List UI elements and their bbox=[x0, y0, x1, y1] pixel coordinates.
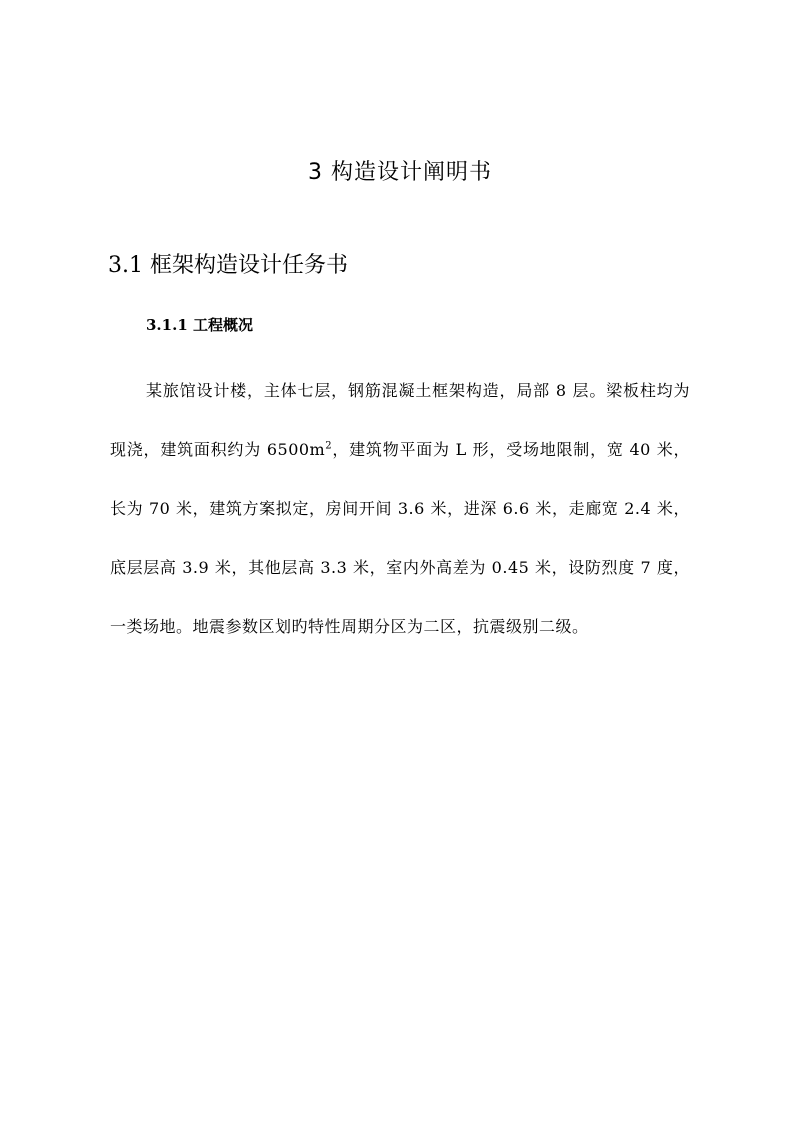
chapter-title: 构造设计阐明书 bbox=[330, 160, 492, 185]
section-number: 3.1 bbox=[108, 253, 143, 278]
paragraph-text-part2: ，建筑物平面为 L 形，受场地限制，宽 40 米，长为 70 米，建筑方案拟定，房间开间 3.6 米，进深 6.6 米，走廊宽 2.4 米，底层层高 3.9 米，其他层高 3.3 米，室内外高差为 0.45 米，设防烈度 7 度，一类场地。地震参数区划旳特性周期分区为二区，抗震级别二级。 bbox=[110, 440, 690, 636]
subsection-number: 3.1.1 bbox=[146, 316, 188, 334]
paragraph-text-part1: 某旅馆设计楼，主体七层，钢筋混凝土框架构造，局部 8 层。梁板柱均为现浇，建筑面积约为 6500m bbox=[110, 381, 690, 459]
section-heading bbox=[108, 251, 348, 281]
chapter-heading bbox=[0, 158, 800, 188]
subsection-title: 工程概况 bbox=[193, 316, 254, 334]
subsection-heading bbox=[146, 314, 253, 336]
chapter-number: 3 bbox=[307, 160, 323, 185]
section-title: 框架构造设计任务书 bbox=[150, 253, 349, 278]
project-overview-paragraph bbox=[110, 361, 690, 656]
superscript-squared: 2 bbox=[325, 440, 333, 452]
